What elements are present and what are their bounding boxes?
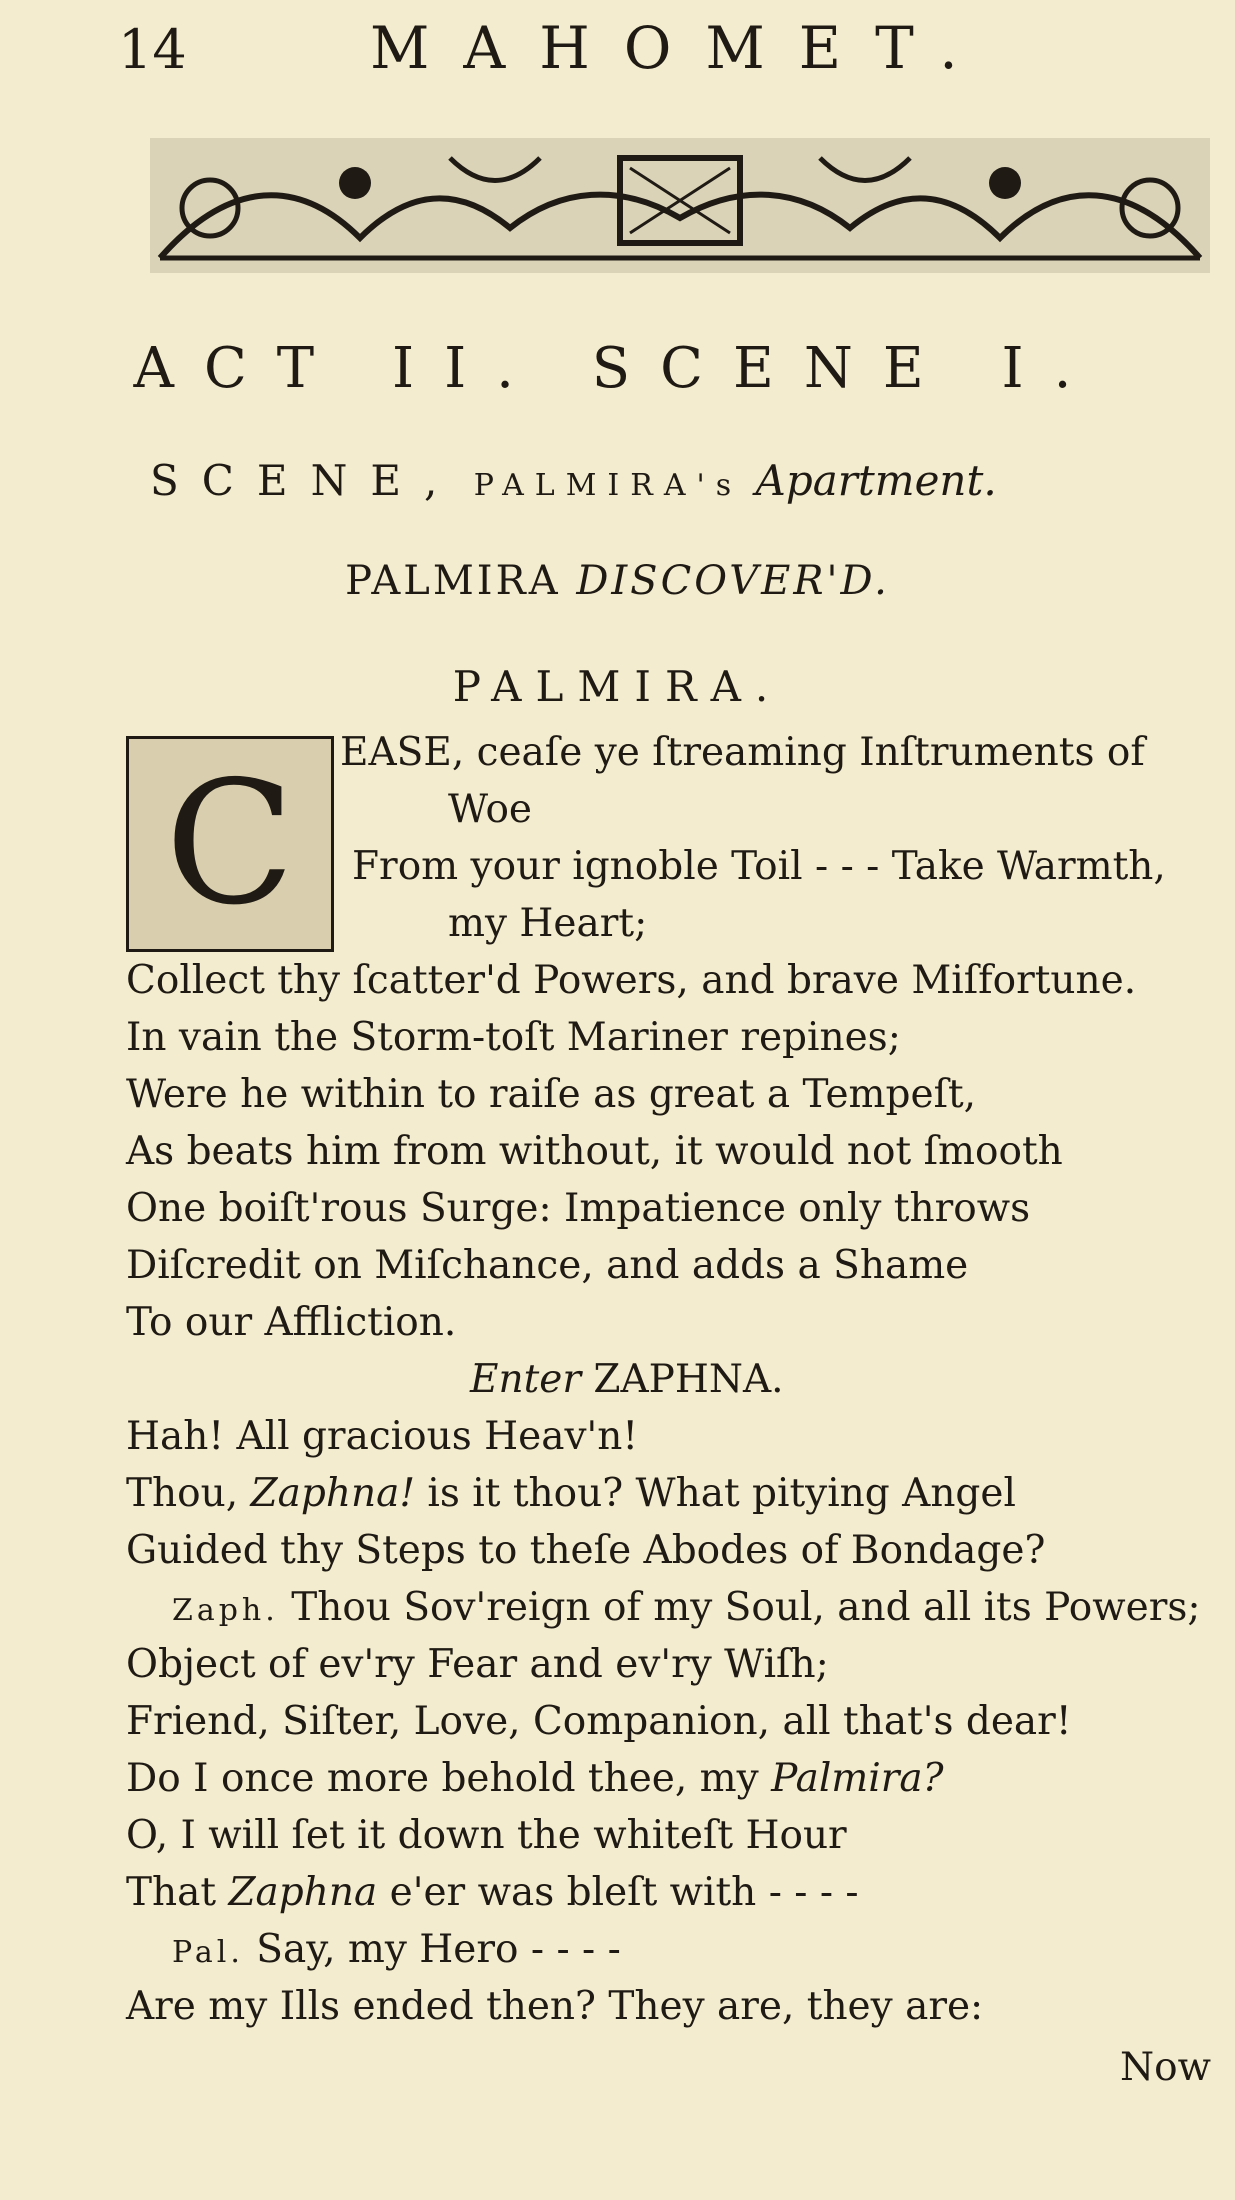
decorative-headpiece-ornament [150,138,1210,273]
line-text: Do I once more behold thee, my [126,1756,772,1801]
verse-line: Object of ev'ry Fear and ev'ry Wiſh; [126,1642,829,1687]
speech-line [172,1585,1201,1630]
scene-character-name: PALMIRA's [473,468,743,503]
speaker-heading: PALMIRA. [452,662,783,711]
verse-line [126,1471,1016,1516]
line-text: e'er was bleſt with - - - - [377,1870,859,1915]
verse-line: Were he within to raiſe as great a Tempeſt, [126,1072,977,1117]
character-name: Palmira? [771,1756,944,1801]
scene-heading [150,456,997,505]
character-name: Zaphna [228,1870,378,1915]
verse-line: As beats him from without, it would not ſmooth [126,1129,1063,1174]
line-text: Thou, [126,1471,251,1516]
speaker-abbrev: Pal. [172,1935,244,1970]
verse-line: Are my Ills ended then? They are, they are: [126,1984,984,2029]
scene-word: SCENE, [150,456,461,505]
verse-line: my Heart; [448,901,648,946]
line-text: Thou Sov'reign of my Soul, and all its Powers; [278,1585,1201,1630]
verse-line: From your ignoble Toil - - - Take Warmth, [352,844,1166,889]
verse-line: Collect thy ſcatter'd Powers, and brave Miſfortune. [126,958,1137,1003]
line-text: Say, my Hero - - - - [243,1927,621,1972]
verse-line: Diſcredit on Miſchance, and adds a Shame [126,1243,969,1288]
stage-action: DISCOVER'D. [576,558,890,604]
verse-line: Friend, Siſter, Love, Companion, all that's dear! [126,1699,1072,1744]
line-text: is it thou? What pitying Angel [415,1471,1016,1516]
stage-name: PALMIRA [345,558,561,604]
scene-place: Apartment. [755,456,997,505]
verse-line: Woe [448,787,532,832]
page-number: 14 [118,18,187,81]
speech-line [172,1927,621,1972]
verse-line: Hah! All gracious Heav'n! [126,1414,639,1459]
act-heading: ACT II. SCENE I. [133,336,1102,401]
decorative-dropcap [126,736,334,952]
line-text: That [126,1870,229,1915]
verse-line: To our Affliction. [126,1300,457,1345]
verse-line: One boiſt'rous Surge: Impatience only throws [126,1186,1031,1231]
verse-line: O, I will ſet it down the whiteſt Hour [126,1813,847,1858]
dropcap-letter: C [164,745,296,943]
verse-line [126,1870,859,1915]
stage-direction-enter [470,1357,784,1402]
stage-direction [0,558,1235,604]
entering-character: ZAPHNA. [580,1357,784,1402]
speaker-abbrev: Zaph. [172,1593,279,1628]
verse-line: EASE, ceaſe ye ſtreaming Inſtruments of [340,730,1145,775]
verse-line: Guided thy Steps to theſe Abodes of Bondage? [126,1528,1046,1573]
character-name: Zaphna! [250,1471,416,1516]
catchword: Now [1120,2045,1211,2090]
page-header [0,0,1235,90]
enter-word: Enter [470,1357,581,1402]
verse-line: In vain the Storm-toſt Mariner repines; [126,1015,901,1060]
verse-line [126,1756,944,1801]
running-title: MAHOMET. [370,14,992,82]
